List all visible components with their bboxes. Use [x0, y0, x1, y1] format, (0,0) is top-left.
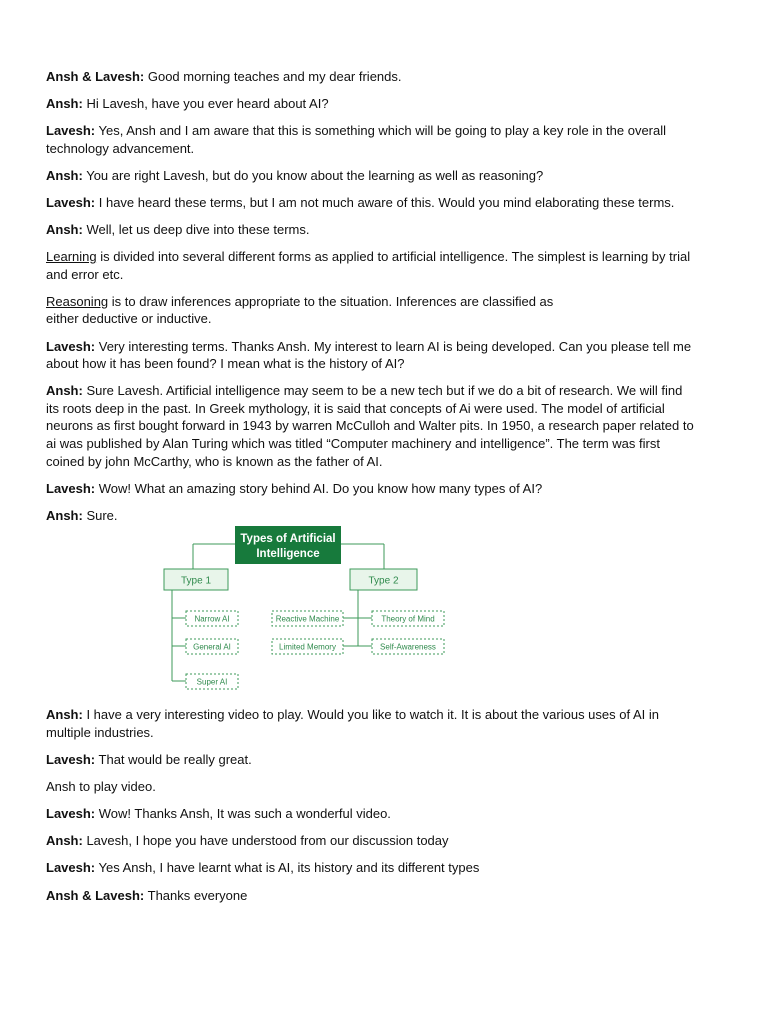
- dialogue-line: [46, 382, 698, 470]
- super-ai-label: Super AI: [196, 677, 228, 687]
- dialogue-text: Ansh to play video.: [46, 779, 156, 795]
- dialogue-text: Sure Lavesh. Artificial intelligence may seem to be a new tech but if we do a bit of research. We will find its roots deep in the past. In Greek mythology, it is said that concepts of Ai were used. The model of artificial neurons as first bought forward in 1943 by warren McCulloh and Walter pits. In 1950, a research paper related to ai was published by Alan Turing which was titled “Computer machinery and intelligence”. The term was first coined by john McCarthy, who is known as the father of AI.: [46, 383, 694, 469]
- dialogue-line: [46, 68, 698, 86]
- speaker-label: Lavesh:: [46, 338, 96, 354]
- dialogue-line: [46, 507, 698, 525]
- dialogue-text: Good morning teaches and my dear friends.: [144, 69, 402, 84]
- dialogue-text: Sure.: [82, 507, 118, 523]
- dialogue-text: I have heard these terms, but I am not much aware of this. Would you mind elaborating these terms.: [95, 194, 675, 210]
- speaker-label: Lavesh:: [46, 806, 96, 822]
- dialogue-text: Well, let us deep dive into these terms.: [82, 222, 310, 238]
- speaker-label: Ansh:: [46, 222, 83, 238]
- speaker-label: Lavesh:: [46, 480, 96, 496]
- dialogue-line: [46, 859, 698, 877]
- dialogue-text: You are right Lavesh, but do you know about the learning as well as reasoning?: [82, 167, 544, 183]
- dialogue-text: Yes Ansh, I have learnt what is AI, its history and its different types: [95, 860, 480, 876]
- reasoning-text-line2: either deductive or inductive.: [46, 311, 212, 327]
- dialogue-text: I have a very interesting video to play. Would you like to watch it. It is about the various uses of AI in multiple industries.: [46, 707, 660, 740]
- dialogue-text: Very interesting terms. Thanks Ansh. My interest to learn AI is being developed. Can you please tell me about how it has been found? I mean what is the history of AI?: [46, 338, 692, 372]
- dialogue-line: [46, 221, 698, 239]
- dialogue-line: [46, 338, 698, 373]
- dialogue-text: Wow! Thanks Ansh, It was such a wonderful video.: [95, 806, 391, 822]
- speaker-label: Ansh:: [46, 507, 83, 523]
- dialogue-line: [46, 751, 698, 769]
- speaker-label: Ansh & Lavesh:: [46, 69, 145, 84]
- speaker-label: Lavesh:: [46, 752, 96, 768]
- dialogue-text: Hi Lavesh, have you ever heard about AI?: [82, 96, 329, 112]
- theory-of-mind-label: Theory of Mind: [381, 614, 435, 624]
- dialogue-line: [46, 706, 698, 741]
- ai-types-diagram-svg: [160, 526, 470, 700]
- reasoning-definition: [46, 293, 698, 328]
- type1-label: Type 1: [180, 575, 212, 587]
- diagram-title-line2: Intelligence: [256, 548, 320, 561]
- limited-memory-label: Limited Memory: [279, 642, 336, 652]
- self-awareness-label: Self-Awareness: [380, 642, 436, 652]
- learning-definition: [46, 248, 698, 283]
- dialogue-line: [46, 832, 698, 850]
- dialogue-line: [46, 887, 698, 905]
- speaker-label: Ansh:: [46, 167, 83, 183]
- dialogue-line: [46, 194, 698, 212]
- general-ai-label: General AI: [193, 642, 231, 652]
- speaker-label: Lavesh:: [46, 860, 96, 876]
- dialogue-text: Lavesh, I hope you have understood from our discussion today: [82, 833, 449, 849]
- dialogue-line: [46, 805, 698, 823]
- dialogue-line: [46, 122, 698, 157]
- dialogue-text: Yes, Ansh and I am aware that this is something which will be going to play a key role in the overall technology advancement.: [46, 123, 667, 156]
- dialogue-line: [46, 480, 698, 498]
- reasoning-term: Reasoning: [46, 293, 109, 309]
- learning-text: is divided into several different forms as applied to artificial intelligence. The simplest is learning by trial and error etc.: [46, 249, 691, 282]
- diagram-title-line1: Types of Artificial: [240, 533, 336, 546]
- learning-term: Learning: [46, 249, 97, 265]
- ai-types-diagram: [46, 526, 698, 700]
- dialogue-text: Thanks everyone: [144, 887, 248, 903]
- dialogue-text: That would be really great.: [95, 752, 252, 768]
- type2-label: Type 2: [368, 575, 399, 587]
- speaker-label: Ansh & Lavesh:: [46, 887, 145, 903]
- reasoning-text-line1: is to draw inferences appropriate to the situation. Inferences are classified as: [108, 293, 554, 309]
- dialogue-line: [46, 778, 698, 796]
- narrow-ai-label: Narrow AI: [194, 614, 230, 624]
- speaker-label: Ansh:: [46, 707, 83, 723]
- speaker-label: Ansh:: [46, 833, 83, 849]
- speaker-label: Lavesh:: [46, 123, 96, 139]
- speaker-label: Lavesh:: [46, 194, 96, 210]
- reactive-machine-label: Reactive Machine: [275, 614, 340, 624]
- speaker-label: Ansh:: [46, 383, 83, 399]
- speaker-label: Ansh:: [46, 96, 83, 112]
- dialogue-line: [46, 95, 698, 113]
- dialogue-line: [46, 167, 698, 185]
- dialogue-text: Wow! What an amazing story behind AI. Do you know how many types of AI?: [95, 480, 543, 496]
